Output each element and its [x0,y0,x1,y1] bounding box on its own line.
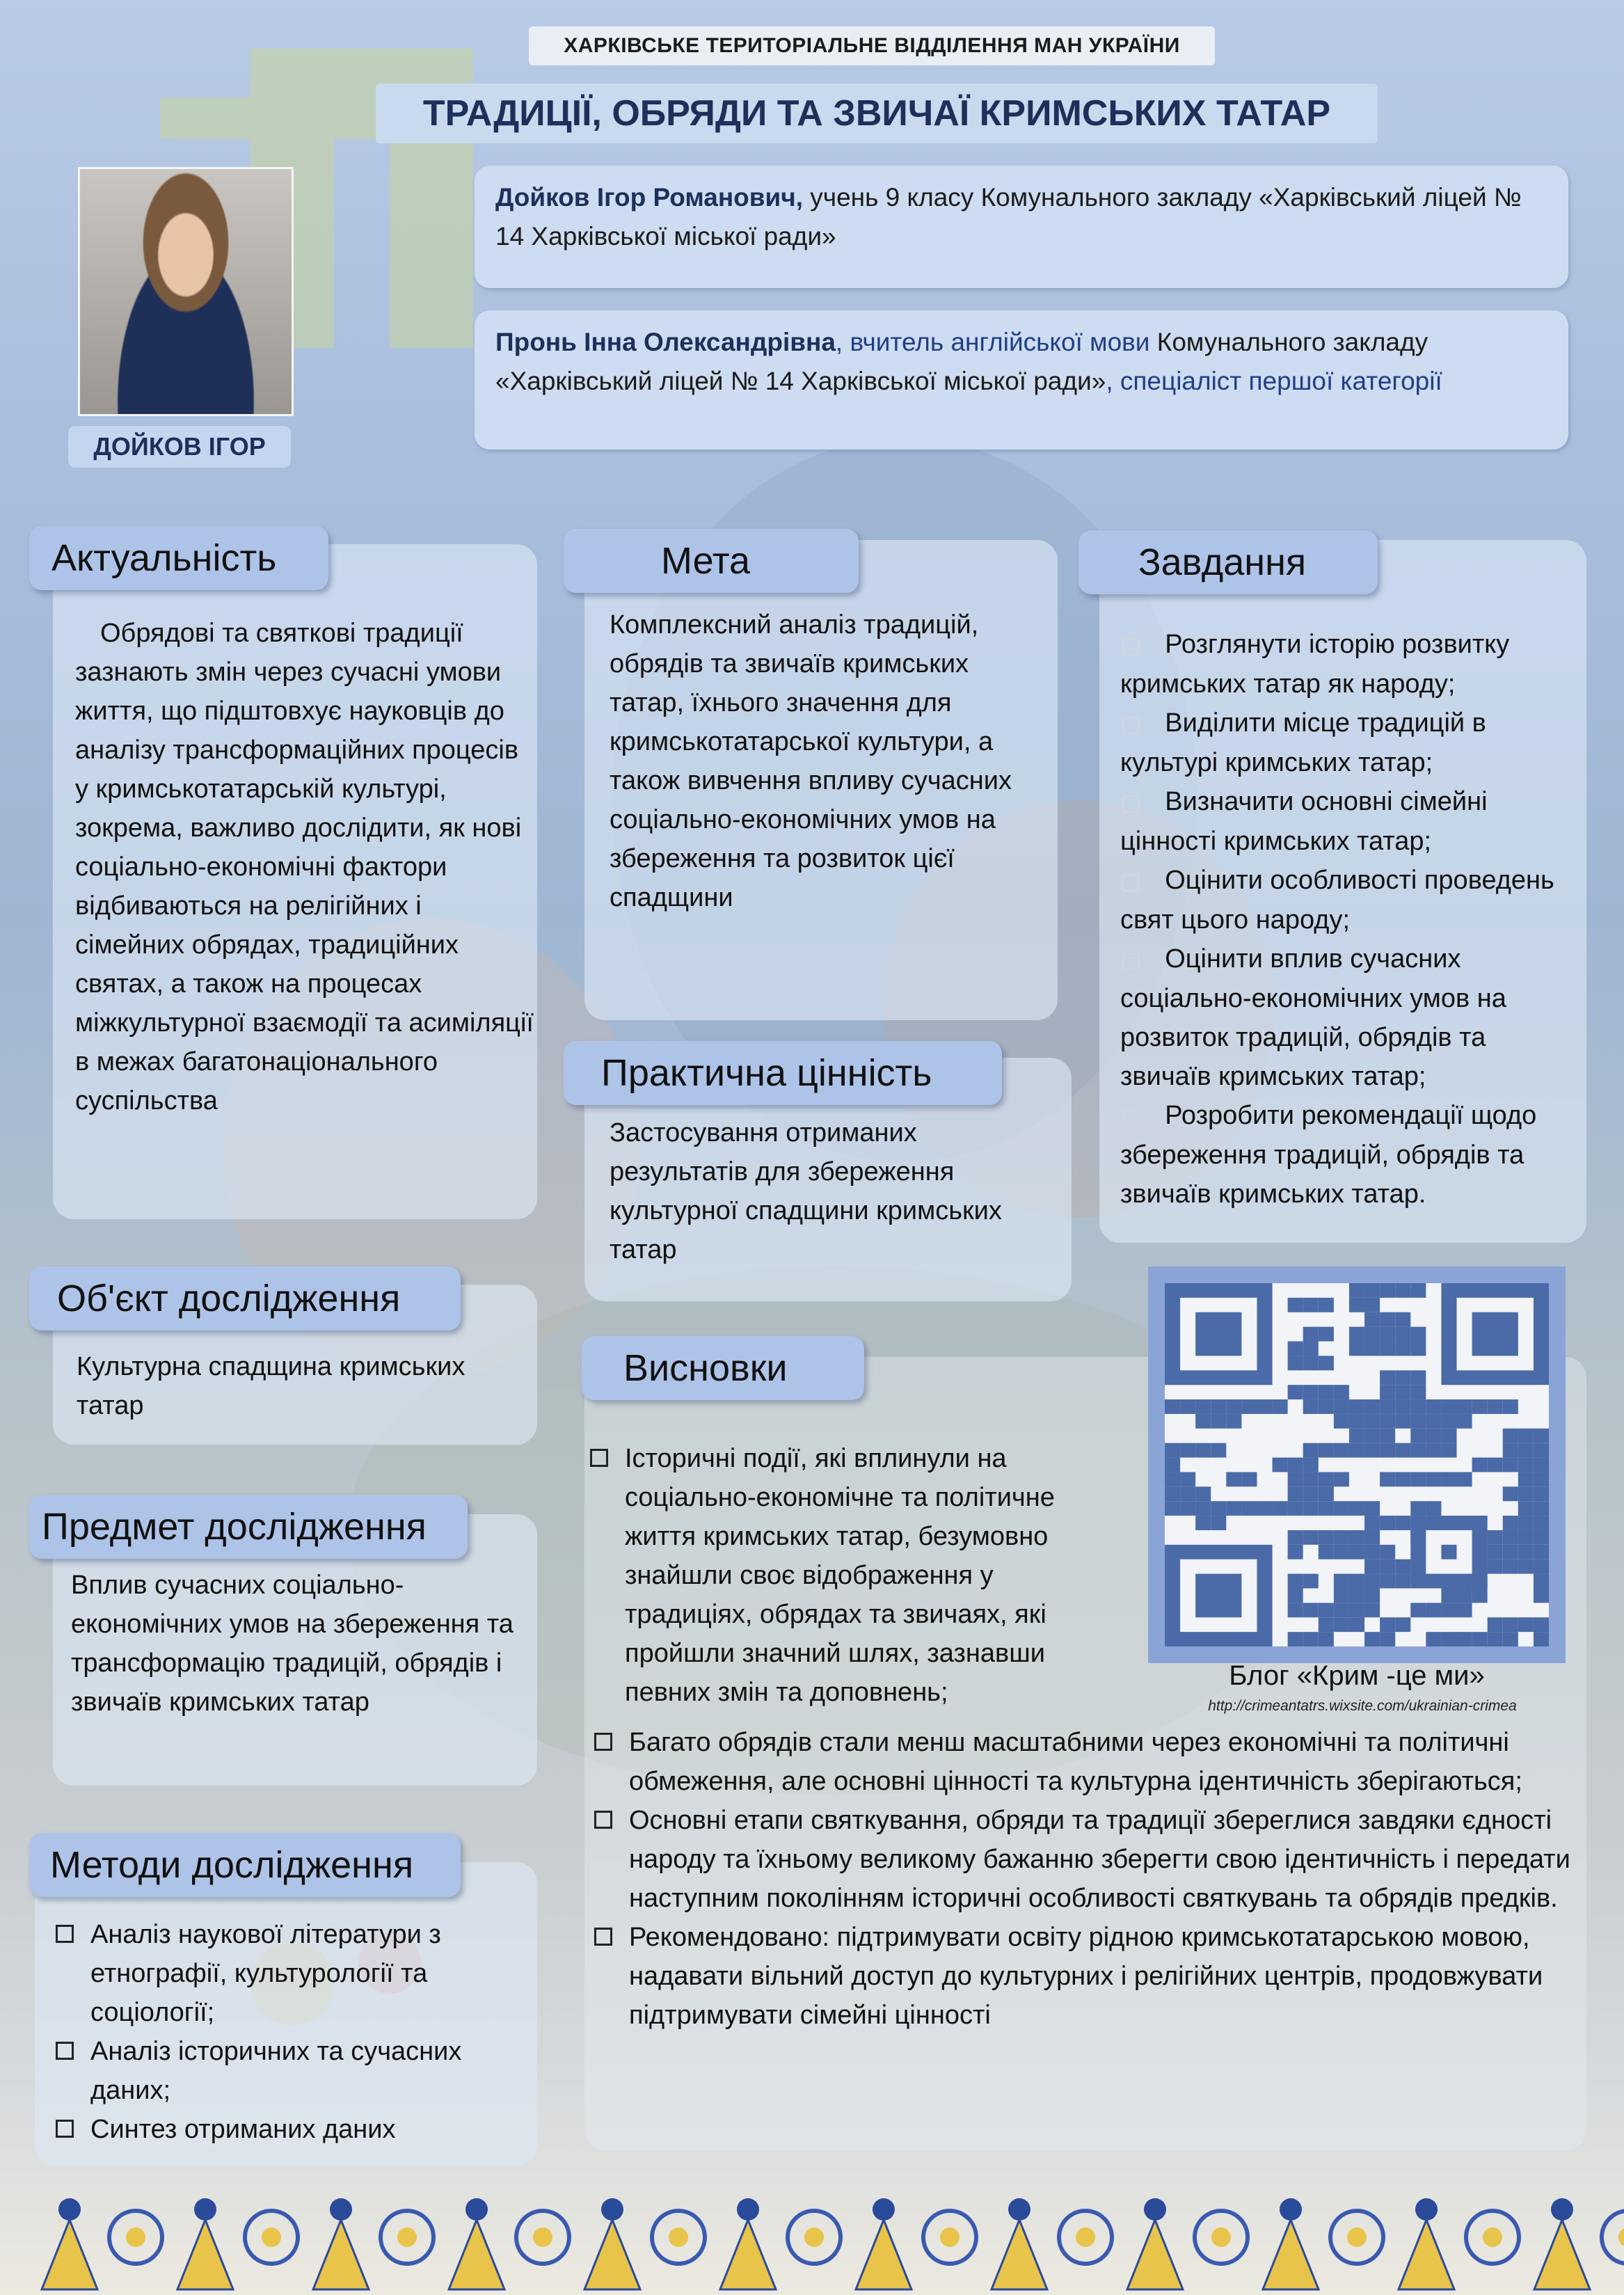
conclusions-item-1 [590,1439,1119,1712]
checkbox-icon [594,1733,612,1751]
methods-heading: Методи дослідження [29,1833,461,1897]
checkbox-icon [594,1928,612,1946]
methods-list [56,1915,529,2149]
list-item: Історичні події, які вплинули на соціально-економічне та політичне життя кримських татар, безумовно знайшли своє відображення у традиціях, обрядах та звичаях, які пройшли значний шлях, зазнавши певних змін та доповнень; [590,1439,1119,1712]
list-item: Основні етапи святкування, обряди та традиції збереглися завдяки єдності народу та їхньому великому бажанню зберегти свою ідентичність і передати наступним поколінням історичні особливості святкувань та обрядів предків. [594,1801,1582,1918]
bullet-icon: ▢ [1120,790,1142,815]
qr-caption: Блог «Крим -це ми» [1229,1660,1485,1691]
author-photo [78,167,294,416]
bullet-icon: ▢ [1120,868,1142,894]
list-item: Рекомендовано: підтримувати освіту рідною кримськотатарською мовою, надавати вільний доступ до культурних і релігійних центрів, продовжувати підтримувати сімейні цінності [594,1918,1582,2035]
list-item: Багато обрядів стали менш масштабними через економічні та політичні обмеження, але основні цінності та культурна ідентичність зберігаються; [594,1723,1582,1801]
list-item: ▢ Виділити місце традицій в культурі кримських татар; [1120,708,1486,777]
checkbox-icon [56,2120,74,2138]
ornament-border [0,2171,1624,2295]
list-item: Аналіз наукової літератури з етнографії, культурології та соціології; [56,1915,529,2032]
list-item: ▢ Розробити рекомендації щодо збереження традицій, обрядів та звичаїв кримських татар. [1120,1101,1537,1209]
object-text: Культурна спадщина кримських татар [77,1352,465,1420]
checkbox-icon [590,1449,608,1467]
qr-code-icon [1165,1283,1549,1646]
bullet-icon: ▢ [1120,711,1142,736]
tasks-heading: Завдання [1078,530,1378,594]
tasks-list [1120,625,1579,1214]
qr-url[interactable]: http://crimeantatrs.wixsite.com/ukrainian-crimea [1208,1698,1517,1714]
supervisor-role: , вчитель англійської мови [835,328,1150,356]
author-full-name: Дойков Ігор Романович, [495,183,804,212]
subject-heading: Предмет дослідження [29,1495,468,1559]
list-item: Аналіз історичних та сучасних даних; [56,2032,529,2110]
relevance-heading: Актуальність [29,526,328,590]
checkbox-icon [56,2042,74,2060]
list-item: ▢ Розглянути історію розвитку кримських татар як народу; [1120,630,1510,699]
conclusions-items-rest [594,1723,1582,2035]
list-item: ▢ Оцінити особливості проведень свят цього народу; [1120,866,1554,935]
relevance-text: Обрядові та святкові традиції зазнають змін через сучасні умови життя, що підштовхує науковців до аналізу трансформаційних процесів у кримськотатарській культурі, зокрема, важливо дослідити, як нові соціально-економічні фактори відбиваються на релігійних і сімейних обрядах, традиційних святах, а також на процесах міжкультурної взаємодії та асиміляції в межах багатонаціонального суспільства [75,619,534,1115]
supervisor-institution: Комунального закладу «Харківський ліцей № 14 Харківської міської ради» [495,328,1428,395]
checkbox-icon [594,1811,612,1829]
supervisor-category: , спеціаліст першої категорії [1106,367,1442,395]
conclusions-heading: Висновки [582,1336,864,1400]
subject-text: Вплив сучасних соціально-економічних умов на збереження та трансформацію традицій, обрядів і звичаїв кримських татар [71,1571,514,1717]
list-item: ▢ Визначити основні сімейні цінності кримських татар; [1120,787,1488,856]
practical-text: Застосування отриманих результатів для збереження культурної спадщини кримських татар [610,1118,1002,1264]
goal-heading: Мета [564,529,859,593]
bullet-icon: ▢ [1120,633,1142,658]
author-description: учень 9 класу Комунального закладу «Харківський ліцей № 14 Харківської міської ради» [495,183,1522,251]
supervisor-info-box [475,310,1568,450]
practical-heading: Практична цінність [564,1041,1002,1105]
bullet-icon: ▢ [1120,947,1142,972]
list-item: Синтез отриманих даних [56,2110,529,2149]
organization-header: ХАРКІВСЬКЕ ТЕРИТОРІАЛЬНЕ ВІДДІЛЕННЯ МАН УКРАЇНИ [529,26,1215,65]
checkbox-icon [56,1925,74,1943]
goal-text: Комплексний аналіз традицій, обрядів та звичаїв кримських татар, їхнього значення для кримськотатарської культури, а також вивчення впливу сучасних соціально-економічних умов на збереження та розвиток цієї спадщини [610,610,1012,912]
qr-code[interactable] [1165,1283,1549,1646]
list-item: ▢ Оцінити вплив сучасних соціально-економічних умов на розвиток традицій, обрядів та звичаїв кримських татар; [1120,944,1506,1091]
author-name-badge: ДОЙКОВ ІГОР [68,426,291,468]
supervisor-name: Пронь Інна Олександрівна [495,328,836,356]
bullet-icon: ▢ [1120,1104,1142,1129]
qr-code-frame[interactable] [1148,1266,1566,1663]
object-heading: Об'єкт дослідження [29,1266,461,1331]
poster-title: ТРАДИЦІЇ, ОБРЯДИ ТА ЗВИЧАЇ КРИМСЬКИХ ТАТАР [376,84,1378,143]
author-info-box [475,166,1568,288]
